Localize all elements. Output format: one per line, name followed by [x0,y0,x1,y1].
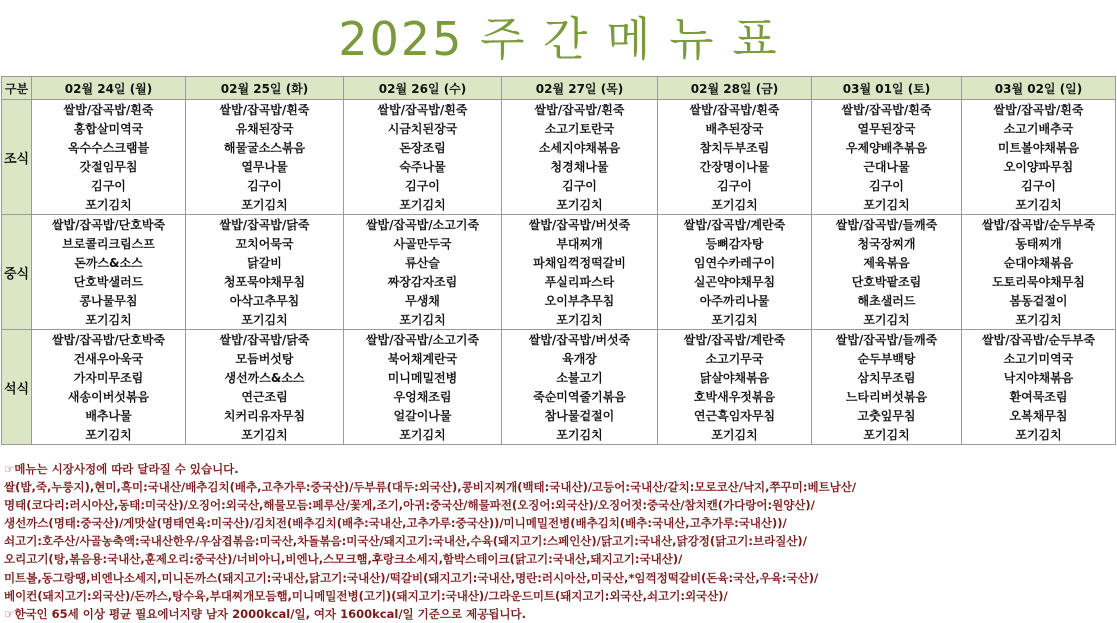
menu-item: 해초샐러드 [812,291,962,310]
menu-item: 옥수수스크램블 [32,138,186,157]
menu-item: 포기김치 [502,195,658,215]
day-header: 02월 27일 (목) [502,77,658,100]
menu-item: 갓절임무침 [32,157,186,176]
menu-row [2,406,1116,425]
menu-item: 콩나물무침 [32,291,186,310]
menu-item: 소불고기 [502,368,658,387]
menu-item: 열무된장국 [812,119,962,138]
menu-item: 파채임꺽정떡갈비 [502,253,658,272]
menu-item: 쌀밥/잡곡밥/흰죽 [344,100,502,120]
page-title: 2025 주 간 메 뉴 표 [338,12,779,66]
notes-section [4,460,1112,623]
menu-item: 청포묵야채무침 [186,272,344,291]
menu-item: 근대나물 [812,157,962,176]
menu-item: 쌀밥/잡곡밥/버섯죽 [502,215,658,235]
menu-row [2,291,1116,310]
menu-item: 닭살야채볶음 [658,368,812,387]
menu-item: 동태찌개 [962,234,1116,253]
menu-item: 포기김치 [32,310,186,330]
menu-item: 부대찌개 [502,234,658,253]
origin-line: 베이컨(돼지고기:외국산)/돈까스,탕수육,부대찌개모듬햄,미니메밀전병(고기)(돼지고기:국내산)/그라운드미트(돼지고기:외국산,쇠고기:외국산)/ [4,588,728,603]
menu-item: 제육볶음 [812,253,962,272]
menu-item: 환여묵조림 [962,387,1116,406]
menu-item: 쌀밥/잡곡밥/닭죽 [186,330,344,350]
menu-item: 시금치된장국 [344,119,502,138]
menu-item: 쌀밥/잡곡밥/계란죽 [658,215,812,235]
menu-item: 포기김치 [32,425,186,445]
meal-label: 중식 [2,215,32,330]
menu-item: 단호박팥조림 [812,272,962,291]
menu-row [2,310,1116,330]
menu-item: 고춧잎무침 [812,406,962,425]
menu-item: 열무나물 [186,157,344,176]
menu-item: 브로콜리크림스프 [32,234,186,253]
menu-item: 쌀밥/잡곡밥/순두부죽 [962,215,1116,235]
menu-item: 낙지야채볶음 [962,368,1116,387]
day-header: 02월 28일 (금) [658,77,812,100]
menu-item: 청경채나물 [502,157,658,176]
menu-item: 아삭고추무침 [186,291,344,310]
menu-item: 연근흑임자무침 [658,406,812,425]
menu-item: 우제양배추볶음 [812,138,962,157]
menu-row [2,425,1116,445]
menu-item: 삼치무조림 [812,368,962,387]
menu-item: 포기김치 [186,310,344,330]
menu-row [2,138,1116,157]
menu-row [2,234,1116,253]
menu-item: 포기김치 [658,310,812,330]
menu-item: 아주까리나물 [658,291,812,310]
menu-row [2,119,1116,138]
menu-item: 포기김치 [32,195,186,215]
menu-item: 배추된장국 [658,119,812,138]
menu-item: 포기김치 [186,425,344,445]
menu-item: 포기김치 [502,310,658,330]
menu-item: 김구이 [344,176,502,195]
menu-item: 김구이 [32,176,186,195]
menu-item: 쌀밥/잡곡밥/단호박죽 [32,330,186,350]
notice-line [4,460,1112,478]
menu-item: 호박새우젓볶음 [658,387,812,406]
origin-line: 쌀(밥,죽,누룽지),현미,흑미:국내산/배추김치(배추,고추가루:중국산)/두부류(대두:외국산),콩비지찌개(백태:국내산)/고등어:국내산/갈치:모로코산/낙지,쭈꾸미:베트남산/ [4,480,857,495]
menu-item: 쌀밥/잡곡밥/버섯죽 [502,330,658,350]
menu-item: 쌀밥/잡곡밥/흰죽 [186,100,344,120]
menu-item: 쌀밥/잡곡밥/흰죽 [502,100,658,120]
menu-item: 포기김치 [344,425,502,445]
menu-item: 푸실리파스타 [502,272,658,291]
origin-line: 쇠고기:호주산/사골농축액:국내산한우/우삼겹볶음:미국산,차돌볶음:미국산/돼지고기:국내산,수육(돼지고기:스페인산)/닭고기:국내산,닭강정(닭고기:브라질산)/ [4,534,807,549]
menu-item: 쌀밥/잡곡밥/소고기죽 [344,215,502,235]
menu-row [2,195,1116,215]
day-header: 03월 01일 (토) [812,77,962,100]
menu-item: 건새우아욱국 [32,349,186,368]
menu-item: 쌀밥/잡곡밥/들깨죽 [812,330,962,350]
menu-item: 미트볼야채볶음 [962,138,1116,157]
arrow-icon: ☞ [4,606,15,621]
menu-item: 포기김치 [812,425,962,445]
menu-row [2,176,1116,195]
menu-item: 쌀밥/잡곡밥/들깨죽 [812,215,962,235]
menu-item: 육개장 [502,349,658,368]
day-header: 03월 02일 (일) [962,77,1116,100]
menu-item: 김구이 [658,176,812,195]
menu-item: 숙주나물 [344,157,502,176]
menu-row [2,330,1116,350]
menu-item: 포기김치 [812,310,962,330]
menu-item: 해물굴소스볶음 [186,138,344,157]
menu-item: 느타리버섯볶음 [812,387,962,406]
menu-item: 포기김치 [344,195,502,215]
meal-label: 조식 [2,100,32,215]
menu-item: 쌀밥/잡곡밥/순두부죽 [962,330,1116,350]
day-header: 02월 26일 (수) [344,77,502,100]
menu-item: 김구이 [812,176,962,195]
menu-row [2,368,1116,387]
menu-row [2,349,1116,368]
menu-row [2,157,1116,176]
energy-text: 한국인 65세 이상 평균 필요에너지량 남자 2000kcal/일, 여자 1600kcal/일 기준으로 제공됩니다. [14,606,526,621]
menu-item: 우엉채조림 [344,387,502,406]
menu-item: 쌀밥/잡곡밥/흰죽 [658,100,812,120]
menu-item: 새송이버섯볶음 [32,387,186,406]
menu-row [2,387,1116,406]
weekly-menu-table [1,76,1116,445]
menu-item: 간장명이나물 [658,157,812,176]
notice-text: 메뉴는 시장사정에 따라 달라질 수 있습니다. [14,462,239,476]
menu-item: 오이양파무침 [962,157,1116,176]
menu-item: 포기김치 [962,195,1116,215]
menu-item: 도토리묵야채무침 [962,272,1116,291]
menu-item: 모듬버섯탕 [186,349,344,368]
menu-item: 오이부추무침 [502,291,658,310]
menu-item: 쌀밥/잡곡밥/소고기죽 [344,330,502,350]
energy-line [4,605,1112,623]
menu-item: 임연수카레구이 [658,253,812,272]
menu-item: 김구이 [186,176,344,195]
menu-item: 오복채무침 [962,406,1116,425]
menu-item: 단호박샐러드 [32,272,186,291]
menu-item: 쌀밥/잡곡밥/흰죽 [812,100,962,120]
menu-row [2,272,1116,291]
menu-item: 순대야채볶음 [962,253,1116,272]
menu-item: 홍합살미역국 [32,119,186,138]
menu-item: 생선까스&소스 [186,368,344,387]
menu-item: 포기김치 [344,310,502,330]
menu-item: 참나물겉절이 [502,406,658,425]
day-header: 02월 25일 (화) [186,77,344,100]
menu-item: 가자미무조림 [32,368,186,387]
menu-item: 돈까스&소스 [32,253,186,272]
arrow-icon: ☞ [4,462,15,476]
menu-item: 김구이 [502,176,658,195]
menu-item: 쌀밥/잡곡밥/닭죽 [186,215,344,235]
menu-item: 포기김치 [812,195,962,215]
menu-item: 유채된장국 [186,119,344,138]
menu-item: 청국장찌개 [812,234,962,253]
menu-item: 얼갈이나물 [344,406,502,425]
menu-item: 사골만두국 [344,234,502,253]
menu-item: 실곤약야채무침 [658,272,812,291]
menu-item: 소세지야채볶음 [502,138,658,157]
menu-row [2,253,1116,272]
menu-item: 쌀밥/잡곡밥/흰죽 [32,100,186,120]
menu-item: 포기김치 [186,195,344,215]
origin-line: 오리고기(탕,볶음용:국내산,훈제오리:중국산)/너비아니,비엔나,스모크햄,후랑크소세지,함박스테이크(닭고기:국내산,돼지고기:국내산)/ [4,552,683,567]
menu-item: 연근조림 [186,387,344,406]
menu-item: 등뼈감자탕 [658,234,812,253]
menu-item: 김구이 [962,176,1116,195]
menu-item: 북어채계란국 [344,349,502,368]
menu-item: 죽순미역줄기볶음 [502,387,658,406]
menu-item: 꼬치어묵국 [186,234,344,253]
menu-item: 류산슬 [344,253,502,272]
menu-item: 소고기토란국 [502,119,658,138]
menu-item: 포기김치 [962,425,1116,445]
menu-item: 배추나물 [32,406,186,425]
menu-row [2,215,1116,235]
menu-item: 포기김치 [962,310,1116,330]
menu-item: 소고기배추국 [962,119,1116,138]
menu-item: 쌀밥/잡곡밥/단호박죽 [32,215,186,235]
menu-item: 무생채 [344,291,502,310]
day-header: 02월 24일 (월) [32,77,186,100]
menu-item: 순두부백탕 [812,349,962,368]
menu-row [2,100,1116,120]
menu-item: 봄동겉절이 [962,291,1116,310]
origin-line: 명태(코다리:러시아산,동태:미국산)/오징어:외국산,해물모듬:페루산/꽃게,조기,아귀:중국산/해물파전(오징어:외국산)/오징어젓:중국산/참치캔(가다랑어:원양산)/ [4,498,815,513]
origin-line: 생선까스(명태:중국산)/게맛살(명태연육:미국산)/김치전(배추김치(배추:국내산,고추가루:중국산))/미니메밀전병(배추김치(배추:국내산,고추가루:국내산))/ [4,516,787,531]
header-corner: 구분 [2,77,32,100]
menu-item: 쌀밥/잡곡밥/흰죽 [962,100,1116,120]
origin-line: 미트볼,동그랑땡,비엔나소세지,미니돈까스(돼지고기:국내산,닭고기:국내산)/떡갈비(돼지고기:국내산,명란:러시아산,미국산,*임꺽정떡갈비(돈육:국산,우육:국산)/ [4,570,819,585]
menu-item: 포기김치 [658,195,812,215]
menu-item: 짜장감자조림 [344,272,502,291]
menu-item: 돈장조림 [344,138,502,157]
menu-item: 참치두부조림 [658,138,812,157]
menu-item: 소고기무국 [658,349,812,368]
menu-item: 닭갈비 [186,253,344,272]
menu-item: 치커리유자무침 [186,406,344,425]
menu-item: 소고기미역국 [962,349,1116,368]
menu-item: 미니메밀전병 [344,368,502,387]
header-row [2,77,1116,100]
meal-label: 석식 [2,330,32,445]
menu-item: 포기김치 [502,425,658,445]
menu-item: 포기김치 [658,425,812,445]
menu-item: 쌀밥/잡곡밥/계란죽 [658,330,812,350]
